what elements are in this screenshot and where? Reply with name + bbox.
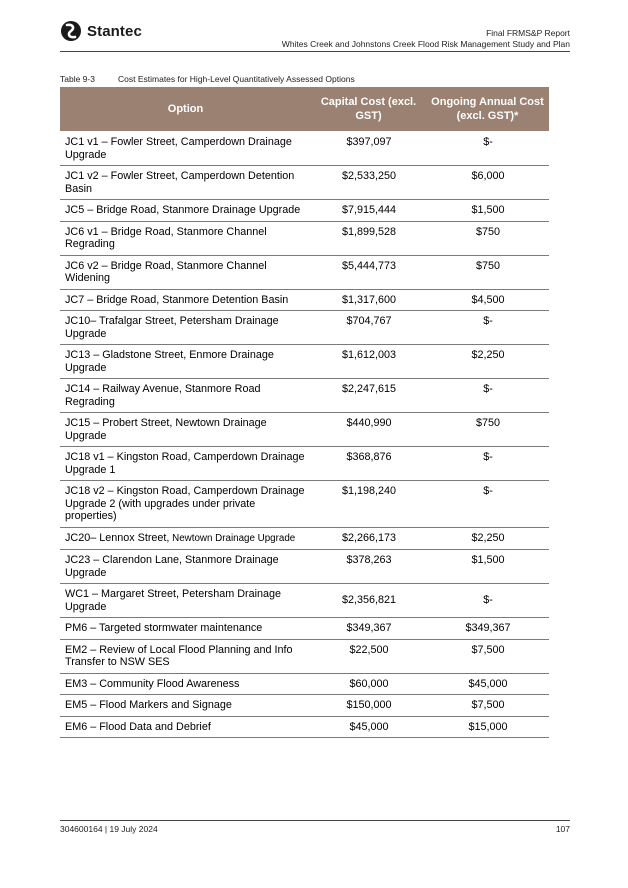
table-row xyxy=(60,527,549,550)
table-row xyxy=(60,413,549,447)
annual-cost-cell: $349,367 xyxy=(426,618,549,640)
capital-cost-cell: $5,444,773 xyxy=(311,255,426,289)
annual-cost-cell: $- xyxy=(426,447,549,481)
option-cell: JC23 – Clarendon Lane, Stanmore Drainage Upgrade xyxy=(60,550,311,584)
table-caption xyxy=(60,74,355,84)
annual-cost-cell: $750 xyxy=(426,413,549,447)
capital-cost-cell: $2,266,173 xyxy=(311,527,426,550)
brand-name: Stantec xyxy=(87,22,142,40)
header-divider xyxy=(60,51,570,52)
option-cell: JC18 v1 – Kingston Road, Camperdown Drainage Upgrade 1 xyxy=(60,447,311,481)
stantec-logo-icon xyxy=(60,20,82,42)
capital-cost-cell: $704,767 xyxy=(311,311,426,345)
option-cell: JC1 v2 – Fowler Street, Camperdown Detention Basin xyxy=(60,166,311,200)
table-row xyxy=(60,481,549,528)
option-cell: EM2 – Review of Local Flood Planning and Info Transfer to NSW SES xyxy=(60,639,311,673)
annual-cost-cell: $45,000 xyxy=(426,673,549,695)
column-header-option: Option xyxy=(60,87,311,132)
table-caption-number: Table 9-3 xyxy=(60,74,95,84)
capital-cost-cell: $2,533,250 xyxy=(311,166,426,200)
option-cell: JC18 v2 – Kingston Road, Camperdown Drainage Upgrade 2 (with upgrades under private properties) xyxy=(60,481,311,528)
table-row xyxy=(60,673,549,695)
annual-cost-cell: $2,250 xyxy=(426,527,549,550)
option-cell: JC15 – Probert Street, Newtown Drainage Upgrade xyxy=(60,413,311,447)
annual-cost-cell: $2,250 xyxy=(426,345,549,379)
option-cell-part: JC20– Lennox Street, xyxy=(65,531,170,544)
page-header xyxy=(60,18,570,52)
table-caption-title: Cost Estimates for High-Level Quantitatively Assessed Options xyxy=(118,74,355,84)
capital-cost-cell: $440,990 xyxy=(311,413,426,447)
cost-estimates-table xyxy=(60,87,549,738)
option-cell: EM3 – Community Flood Awareness xyxy=(60,673,311,695)
capital-cost-cell: $397,097 xyxy=(311,132,426,166)
table-row xyxy=(60,166,549,200)
document-reference: 304600164 | 19 July 2024 xyxy=(60,824,158,834)
footer-divider xyxy=(60,820,570,821)
annual-cost-cell: $7,500 xyxy=(426,695,549,717)
table-row xyxy=(60,311,549,345)
capital-cost-cell: $349,367 xyxy=(311,618,426,640)
annual-cost-cell: $- xyxy=(426,584,549,618)
capital-cost-cell: $2,247,615 xyxy=(311,379,426,413)
stantec-logo xyxy=(60,20,142,42)
table-row xyxy=(60,255,549,289)
option-cell: JC13 – Gladstone Street, Enmore Drainage Upgrade xyxy=(60,345,311,379)
table-row xyxy=(60,132,549,166)
annual-cost-cell: $1,500 xyxy=(426,550,549,584)
annual-cost-cell: $6,000 xyxy=(426,166,549,200)
table-row xyxy=(60,695,549,717)
table-row xyxy=(60,345,549,379)
capital-cost-cell: $60,000 xyxy=(311,673,426,695)
table-row xyxy=(60,289,549,311)
table-row xyxy=(60,639,549,673)
option-cell: EM6 – Flood Data and Debrief xyxy=(60,716,311,738)
annual-cost-cell: $4,500 xyxy=(426,289,549,311)
capital-cost-cell: $7,915,444 xyxy=(311,200,426,222)
table-row xyxy=(60,716,549,738)
annual-cost-cell: $- xyxy=(426,481,549,528)
annual-cost-cell: $1,500 xyxy=(426,200,549,222)
table-row xyxy=(60,584,549,618)
table-row xyxy=(60,221,549,255)
annual-cost-cell: $- xyxy=(426,379,549,413)
option-cell: JC10– Trafalgar Street, Petersham Drainage Upgrade xyxy=(60,311,311,345)
option-cell xyxy=(60,527,311,550)
option-cell: JC5 – Bridge Road, Stanmore Drainage Upgrade xyxy=(60,200,311,222)
option-cell: JC6 v1 – Bridge Road, Stanmore Channel Regrading xyxy=(60,221,311,255)
annual-cost-cell: $7,500 xyxy=(426,639,549,673)
report-heading xyxy=(282,28,570,49)
table-row xyxy=(60,550,549,584)
capital-cost-cell: $378,263 xyxy=(311,550,426,584)
option-cell-part: Newtown Drainage Upgrade xyxy=(169,532,296,544)
annual-cost-cell: $15,000 xyxy=(426,716,549,738)
table-row xyxy=(60,379,549,413)
page-number: 107 xyxy=(555,824,570,834)
capital-cost-cell: $150,000 xyxy=(311,695,426,717)
column-header-annual-cost: Ongoing Annual Cost (excl. GST)* xyxy=(426,87,549,132)
option-cell: EM5 – Flood Markers and Signage xyxy=(60,695,311,717)
option-cell: JC14 – Railway Avenue, Stanmore Road Regrading xyxy=(60,379,311,413)
report-title: Final FRMS&P Report xyxy=(486,28,570,38)
capital-cost-cell: $45,000 xyxy=(311,716,426,738)
annual-cost-cell: $- xyxy=(426,311,549,345)
option-cell: JC1 v1 – Fowler Street, Camperdown Drainage Upgrade xyxy=(60,132,311,166)
table-row xyxy=(60,447,549,481)
capital-cost-cell: $1,317,600 xyxy=(311,289,426,311)
table-row xyxy=(60,618,549,640)
capital-cost-cell: $2,356,821 xyxy=(311,584,426,618)
option-cell: PM6 – Targeted stormwater maintenance xyxy=(60,618,311,640)
option-cell: JC6 v2 – Bridge Road, Stanmore Channel Widening xyxy=(60,255,311,289)
capital-cost-cell: $1,612,003 xyxy=(311,345,426,379)
report-subtitle: Whites Creek and Johnstons Creek Flood Risk Management Study and Plan xyxy=(281,38,570,49)
capital-cost-cell: $368,876 xyxy=(311,447,426,481)
option-cell: WC1 – Margaret Street, Petersham Drainage Upgrade xyxy=(60,584,311,618)
option-cell: JC7 – Bridge Road, Stanmore Detention Basin xyxy=(60,289,311,311)
column-header-capital-cost: Capital Cost (excl. GST) xyxy=(311,87,426,132)
annual-cost-cell: $750 xyxy=(426,221,549,255)
capital-cost-cell: $1,198,240 xyxy=(311,481,426,528)
table-header-row xyxy=(60,87,549,132)
table-row xyxy=(60,200,549,222)
annual-cost-cell: $750 xyxy=(426,255,549,289)
capital-cost-cell: $22,500 xyxy=(311,639,426,673)
annual-cost-cell: $- xyxy=(426,132,549,166)
capital-cost-cell: $1,899,528 xyxy=(311,221,426,255)
